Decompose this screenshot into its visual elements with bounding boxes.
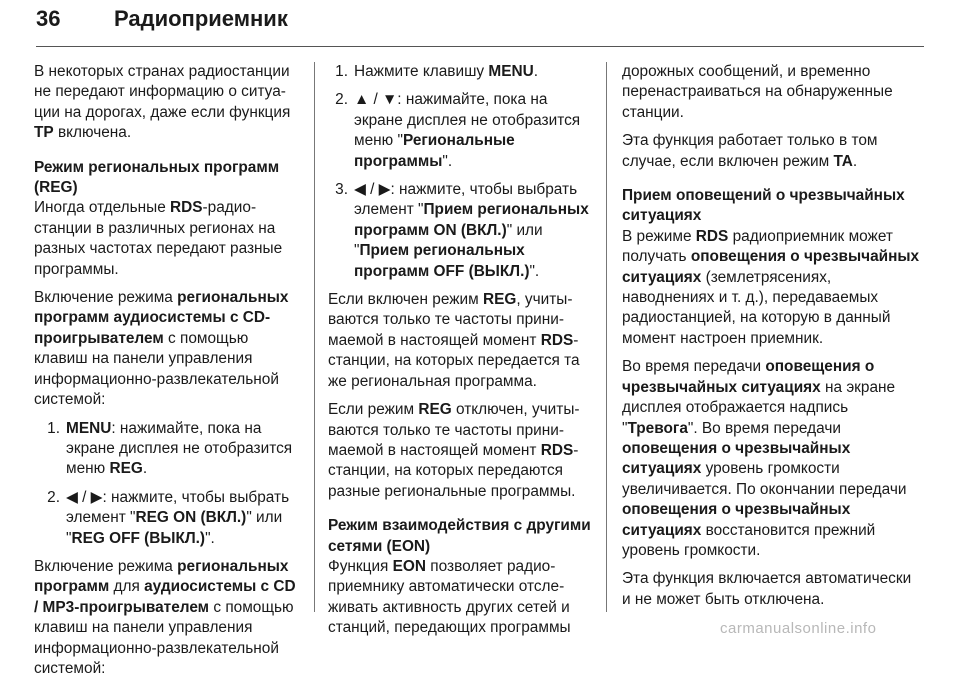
paragraph: Иногда отдельные RDS-радиостанции в различных регионах на разных частотах передают разные программы. [34,199,283,278]
paragraph: Если режим REG отключен, учитываются только те частоты принимаемой в настоящей момент RDS-станции, на которых передаются разные региональные программы. [328,401,580,500]
column-middle [328,62,596,647]
column-left [34,62,300,687]
page-number: 36 [36,6,61,31]
column-right [622,62,922,618]
list-item: 1. Нажмите клавишу MENU. [335,63,539,80]
list-item: 2. ◀ / ▶: нажмите, чтобы выбрать элемент "REG ON (ВКЛ.)" или "REG OFF (ВЫКЛ.)". [47,488,290,547]
column-divider [314,62,315,612]
watermark: carmanualsonline.info [720,620,877,637]
list-item: 1. MENU: нажимайте, пока на экране дисплея не отобразится меню REG. [47,419,293,478]
paragraph: Эта функция работает только в том случае, если включен режим TA. [622,132,878,170]
paragraph: дорожных сообщений, и временно перенастраиваться на обнаруженные станции. [622,63,893,121]
page-title: Радиоприемник [114,6,288,31]
list-item: 2. ▲ / ▼: нажимайте, пока на экране дисплея не отобразится меню "Региональные программы". [335,91,581,170]
paragraph: В режиме RDS радиоприемник может получать оповещения о чрезвычайных ситуациях (землетрясениях, наводнениях и т. д.), передаваемых радиостанцией, на которую в данный момент настроен приемник. [622,227,920,347]
paragraph: В некоторых странах радиостанции не передают информацию о ситуации на дорогах, даже если функция TP включена. [34,63,291,142]
header-rule [36,46,924,47]
list-item: 3. ◀ / ▶: нажмите, чтобы выбрать элемент "Прием региональных программ ON (ВКЛ.)" или "Прием региональных программ OFF (ВЫКЛ.)". [335,181,589,280]
paragraph: Во время передачи оповещения о чрезвычайных ситуациях на экране дисплея отображается надпись "Тревога". Во время передачи оповещения о чрезвычайных ситуациях уровень громкости увеличивается. По окончании передачи оповещения о чрезвычайных ситуациях восстановится прежний уровень громкости. [622,358,907,559]
section-heading: Режим взаимодействия с другими сетями (EON) [328,517,591,555]
paragraph: Включение режима региональных программ для аудиосистемы с CD / MP3-проигрывателем с помощью клавиш на панели управления информационно-развлекательной системой: [34,557,296,677]
column-divider [606,62,607,612]
section-heading: Режим региональных программ (REG) [34,158,280,197]
section-heading: Прием оповещений о чрезвычайных ситуациях [622,187,905,225]
paragraph: Если включен режим REG, учитываются только те частоты принимаемой в настоящей момент RDS-станции, на которых передается та же региональная программа. [328,291,580,390]
paragraph: Эта функция включается автоматически и не может быть отключена. [622,570,912,608]
paragraph: Включение режима региональных программ аудиосистемы с CD-проигрывателем с помощью клавиш на панели управления информационно-развлекательной системой: [34,289,289,409]
paragraph: Функция EON позволяет радиоприемнику автоматически отслеживать активность других сетей и станций, передающих программы [328,557,571,637]
page-header [36,2,924,46]
